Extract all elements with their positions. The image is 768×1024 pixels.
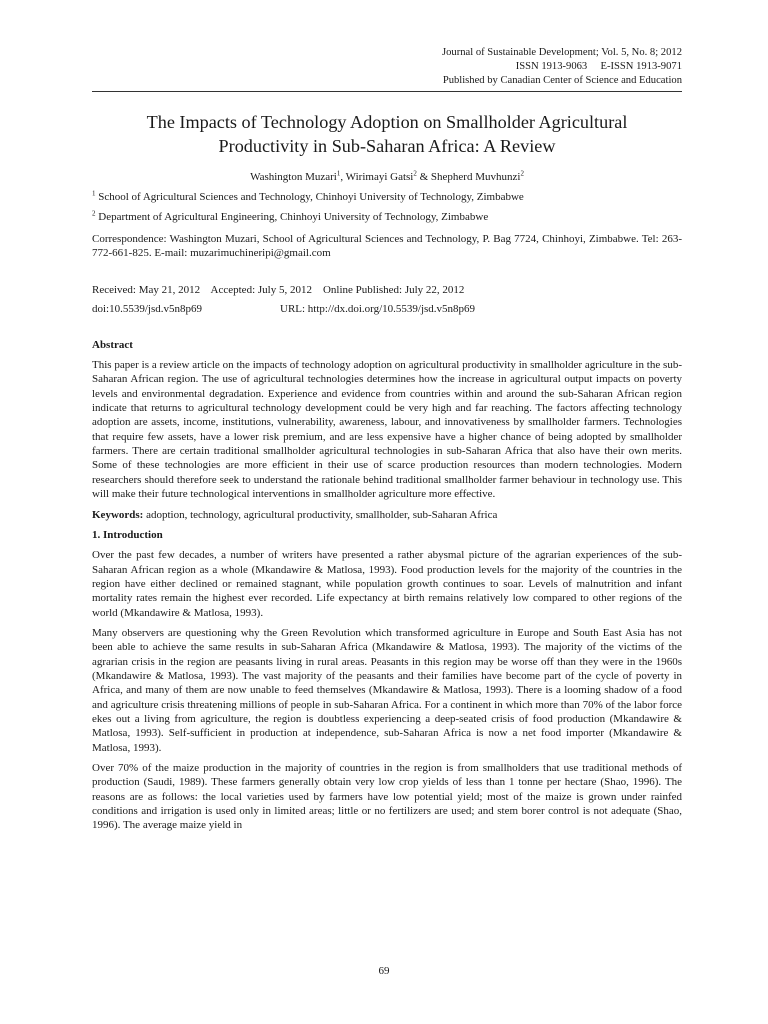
doi-url-link[interactable]: URL: http://dx.doi.org/10.5539/jsd.v5n8p69 [280,302,476,315]
author-name: Wirimayi Gatsi [345,171,414,183]
keywords-list: adoption, technology, agricultural productivity, smallholder, sub-Saharan Africa [143,509,498,522]
abstract-text: This paper is a review article on the impacts of technology adoption on agricultural productivity in smallholder agriculture in the sub-Saharan African region. The use of agricultural technologies determines how the increase in agricultural output impacts on poverty levels and environmental degradation. Experience and evidence from countries within and around the sub-Saharan African region indicate that returns to agricultural technology development could be very high and far reaching. The factors affecting technology adoption are assets, income, institutions, vulnerability, awareness, labour, and innovativeness by smallholder farmers. Technologies that require few assets, have a lower risk premium, and are less expensive have a higher chance of being adopted by smallholder farmers. There are certain traditional smallholder agricultural technologies in sub-Saharan Africa that also have their own merits. Some of these technologies are more efficient in their use of scarce production resources than modern technologies. Modern researchers should therefore seek to understand the rationale behind traditional smallholder farmer behaviour in technology use. This will make their future technological interventions in smallholder agriculture more effective. [92,358,682,500]
correspondence: Correspondence: Washington Muzari, School of Agricultural Sciences and Technology, P. Bag 7724, Chinhoyi, Zimbabwe. Tel: 263-772-661-825. E-mail: muzarimuchineripi@gmail.com [92,233,682,260]
title-line-2: Productivity in Sub-Saharan Africa: A Review [218,136,556,156]
journal-issn: ISSN 1913-9063 E-ISSN 1913-9071 [515,61,682,72]
paper-title [92,110,682,158]
intro-paragraph-3: Over 70% of the maize production in the majority of countries in the region is from smallholders that use traditional methods of production (Saudi, 1989). These farmers generally obtain very low crop yields of less than 1 tonne per hectare (Shao, 1996). The reasons are as follows: the local varieties used by farmers have low potential yield; most of the maize is grown under rainfed conditions and irrigation is used only in limited areas; little or no fertilizers are used; and stem borer control is not adequate (Shao, 1996). The average maize yield in [92,762,682,832]
keywords-label: Keywords: [92,509,144,522]
affiliation-text: Department of Agricultural Engineering, Chinhoyi University of Technology, Zimbabwe [98,211,489,223]
affiliation-2 [92,210,682,224]
author-affil-mark: 2 [520,169,524,178]
paper-page [92,46,682,833]
author-separator: , [340,171,346,183]
intro-paragraph-2: Many observers are questioning why the Green Revolution which transformed agriculture in Europe and South East Asia has not been able to achieve the same results in sub-Saharan Africa (Mkandawire & Matlosa, 1993). The majority of the victims of the agrarian crisis in the region are peasants living in rural areas. Peasants in this region may be worse off than they were in the 1960s (Mkandawire & Matlosa, 1993). The vast majority of the peasants and their families have become part of the cycle of poverty in Africa, and many of them are now unable to feed themselves (Mkandawire & Matlosa, 1993). There is a looming shadow of a food and agriculture crisis threatening millions of people in sub-Saharan Africa. For a continent in which more than 70% of the labor force ekes out a living from agriculture, the region is doubtless experiencing a deep-seated crisis of food production (Mkandawire & Matlosa, 1993). Self-sufficient in production at independence, sub-Saharan Africa is now a net food importer (Mkandawire & Matlosa, 1993). [92,626,682,754]
author-name: Shepherd Muvhunzi [430,171,521,183]
page-number: 69 [378,965,390,977]
doi-text: doi:10.5539/jsd.v5n8p69 [92,302,203,315]
author-affil-mark: 2 [413,169,417,178]
affiliation-text: School of Agricultural Sciences and Technology, Chinhoyi University of Technology, Zimbabwe [98,191,524,203]
affiliation-1 [92,190,682,204]
publication-dates: Received: May 21, 2012 Accepted: July 5, 2012 Online Published: July 22, 2012 [92,283,465,296]
intro-paragraph-1: Over the past few decades, a number of writers have presented a rather abysmal picture of the agrarian experiences of the sub-Saharan African region as a whole (Mkandawire & Matlosa, 1993). Food production levels for the majority of the countries in the region have either declined or remained stagnant, while population growth continues to soar. Levels of malnutrition and infant mortality rates remain the highest ever recorded. Life expectancy at birth remains relatively low compared to other regions of the world (Mkandawire & Matlosa, 1993). [92,549,682,619]
doi-row [92,302,682,316]
keywords [92,508,682,522]
title-line-1: The Impacts of Technology Adoption on Smallholder Agricultural [146,112,628,132]
affiliation-number: 1 [92,189,96,198]
introduction-heading: 1. Introduction [92,529,163,542]
journal-publisher: Published by Canadian Center of Science and Education [442,75,682,86]
author-list [92,170,682,184]
abstract-heading: Abstract [92,338,133,351]
affiliation-number: 2 [92,209,96,218]
author-name: Washington Muzari [250,171,337,183]
author-separator: & [416,171,431,183]
journal-header [92,46,682,88]
author-affil-mark: 1 [336,169,341,178]
header-rule [92,91,682,92]
journal-citation: Journal of Sustainable Development; Vol. 5, No. 8; 2012 [441,47,682,58]
